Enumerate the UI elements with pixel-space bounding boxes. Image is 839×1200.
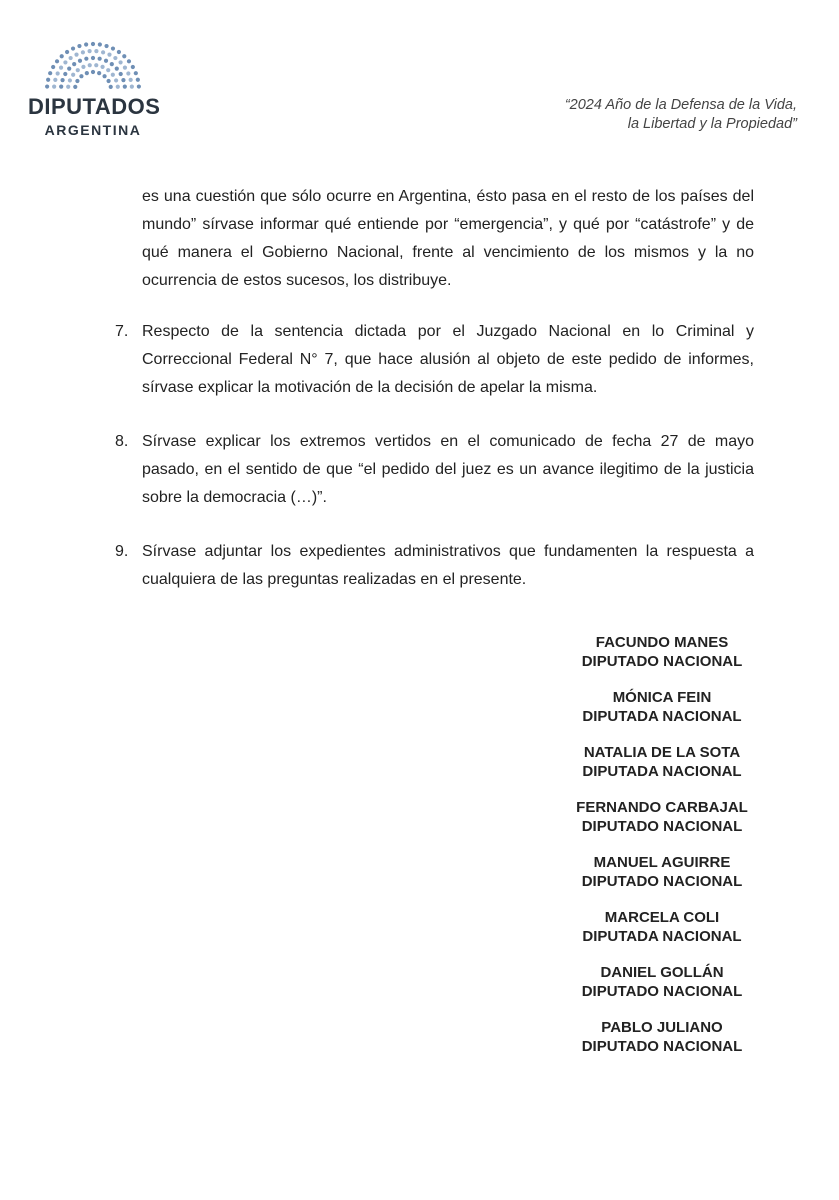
item-text: Sírvase adjuntar los expedientes administrativos que fundamenten la respuesta a cualquiera de las preguntas realizadas en el presente.: [142, 543, 754, 588]
intro-paragraph-block: [142, 183, 754, 295]
signature: [550, 963, 774, 1001]
list-item: [115, 538, 754, 594]
signer-title: DIPUTADO NACIONAL: [581, 983, 743, 1000]
signer-name: MÓNICA FEIN: [612, 689, 712, 706]
signer-title: DIPUTADO NACIONAL: [581, 818, 743, 835]
signer-name: MARCELA COLI: [604, 909, 720, 926]
signature: [550, 853, 774, 891]
signature: [550, 688, 774, 726]
diputados-logo: [28, 38, 161, 138]
signer-title: DIPUTADA NACIONAL: [582, 928, 742, 945]
signature: [550, 798, 774, 836]
signer-title: DIPUTADO NACIONAL: [581, 873, 743, 890]
signature: [550, 743, 774, 781]
signer-title: DIPUTADO NACIONAL: [581, 653, 743, 670]
signer-name: DANIEL GOLLÁN: [600, 964, 724, 981]
year-motto-line-2: la Libertad y la Propiedad”: [627, 116, 797, 132]
item-number: 7.: [115, 323, 129, 340]
item-number: 8.: [115, 433, 129, 450]
intro-paragraph: es una cuestión que sólo ocurre en Argentina, ésto pasa en el resto de los países del mundo” sírvase informar qué entiende por “emergencia”, y qué por “catástrofe” y de qué manera el Gobierno Nacional, frente al vencimiento de los mismos y la no ocurrencia de estos sucesos, los distribuye.: [142, 188, 754, 289]
logo-title: DIPUTADOS: [28, 94, 161, 119]
signer-title: DIPUTADA NACIONAL: [582, 763, 742, 780]
signature: [550, 1018, 774, 1056]
logo-subtitle: ARGENTINA: [44, 122, 142, 138]
item-number: 9.: [115, 543, 129, 560]
document-header: [0, 0, 839, 150]
signature-block: [550, 633, 774, 1073]
signer-title: DIPUTADA NACIONAL: [582, 708, 742, 725]
signer-name: MANUEL AGUIRRE: [593, 854, 731, 871]
signature: [550, 908, 774, 946]
signer-name: FERNANDO CARBAJAL: [576, 799, 748, 816]
signature: [550, 633, 774, 671]
year-motto-line-1: “2024 Año de la Defensa de la Vida,: [564, 97, 797, 113]
signer-title: DIPUTADO NACIONAL: [581, 1038, 743, 1055]
signer-name: PABLO JULIANO: [601, 1019, 723, 1036]
chamber-hemicycle-icon: [44, 38, 142, 92]
item-text: Sírvase explicar los extremos vertidos en el comunicado de fecha 27 de mayo pasado, en el sentido de que “el pedido del juez es un avance ilegitimo de la justicia sobre la democracia (…)”.: [142, 433, 754, 506]
list-item: [115, 318, 754, 402]
item-text: Respecto de la sentencia dictada por el Juzgado Nacional en lo Criminal y Correccional Federal N° 7, que hace alusión al objeto de este pedido de informes, sírvase explicar la motivación de la decisión de apelar la misma.: [142, 323, 754, 396]
list-item: [115, 428, 754, 512]
year-motto: [477, 96, 797, 134]
signer-name: FACUNDO MANES: [595, 634, 729, 651]
signer-name: NATALIA DE LA SOTA: [583, 744, 741, 761]
